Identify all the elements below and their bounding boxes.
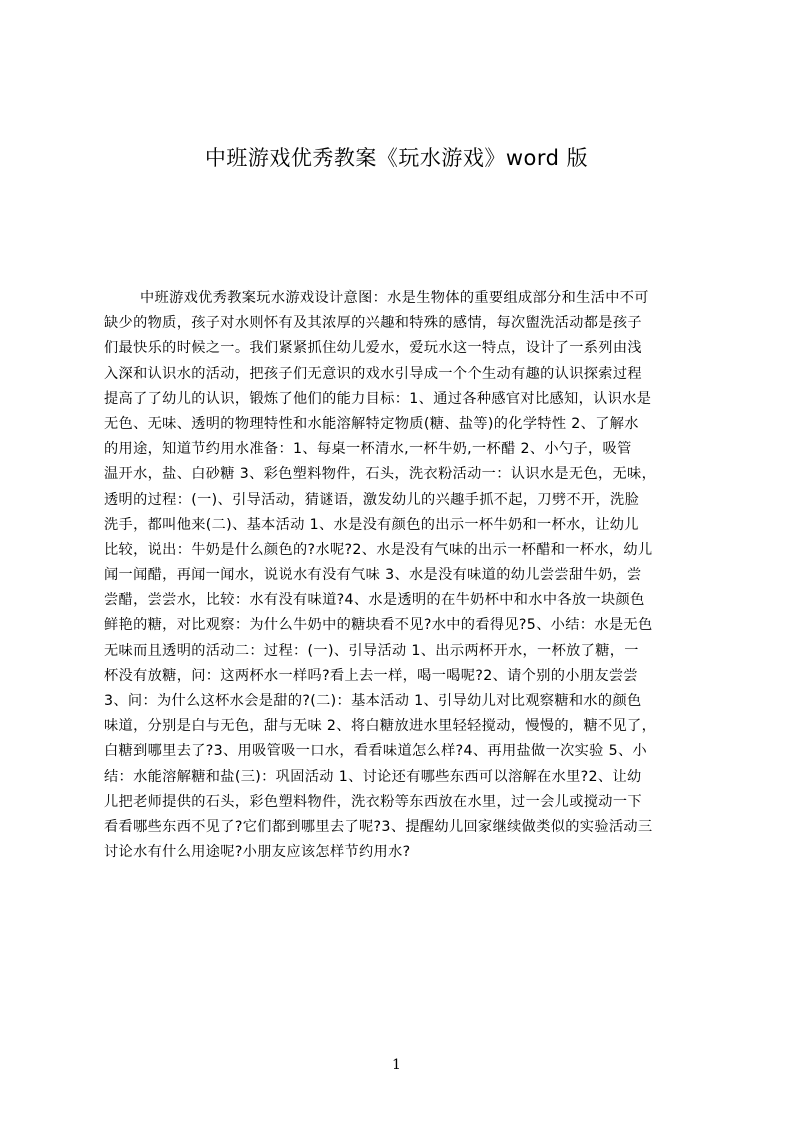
body-line: 讨论水有什么用途呢?小朋友应该怎样节约用水? [104,844,411,861]
body-line: 洗手，都叫他来(二)、基本活动 1、水是没有颜色的出示一杯牛奶和一杯水，让幼儿 [104,516,639,533]
body-line: 闻一闻醋，再闻一闻水，说说水有没有气味 3、水是没有味道的幼儿尝尝甜牛奶，尝 [104,567,642,584]
body-line: 缺少的物质，孩子对水则怀有及其浓厚的兴趣和特殊的感情，每次盥洗活动都是孩子 [104,315,642,332]
body-line: 儿把老师提供的石头，彩色塑料物件，洗衣粉等东西放在水里，过一会儿或搅动一下 [104,793,642,810]
body-line: 比较，说出：牛奶是什么颜色的?水呢?2、水是没有气味的出示一杯醋和一杯水，幼儿 [104,541,653,558]
body-line: 3、问：为什么这杯水会是甜的?(二)：基本活动 1、引导幼儿对比观察糖和水的颜色 [104,693,642,709]
body-line: 鲜艳的糖，对比观察：为什么牛奶中的糖块看不见?水中的看得见?5、小结：水是无色 [104,617,653,634]
body-line: 味道，分别是白与无色，甜与无味 2、将白糖放进水里轻轻搅动，慢慢的，糖不见了， [104,718,657,735]
body-line: 看看哪些东西不见了?它们都到哪里去了呢?3、提醒幼儿回家继续做类似的实验活动三 [104,818,653,835]
body-line: 杯没有放糖，问：这两杯水一样吗?看上去一样，喝一喝呢?2、请个别的小朋友尝尝 [104,667,638,684]
document-title: 中班游戏优秀教案《玩水游戏》word 版 [204,146,589,170]
body-line: 无味而且透明的活动二：过程：(一)、引导活动 1、出示两杯开水，一杯放了糖，一 [104,642,639,659]
body-line: 们最快乐的时候之一。我们紧紧抓住幼儿爱水，爱玩水这一特点，设计了一系列由浅 [104,340,642,357]
body-line: 提高了了幼儿的认识，锻炼了他们的能力目标：1、通过各种感官对比感知，认识水是 [104,390,652,407]
document-body [104,286,698,865]
body-line: 温开水，盐、白砂糖 3、彩色塑料物件，石头，洗衣粉活动一：认识水是无色，无味， [104,466,657,483]
body-line: 入深和认识水的活动，把孩子们无意识的戏水引导成一个个生动有趣的认识探索过程 [104,365,642,382]
body-line: 透明的过程：(一)、引导活动，猜谜语，激发幼儿的兴趣手抓不起，刀劈不开，洗脸 [104,491,640,508]
body-line: 结：水能溶解糖和盐(三)：巩固活动 1、讨论还有哪些东西可以溶解在水里?2、让幼 [104,768,642,785]
body-line: 的用途，知道节约用水准备：1、每桌一杯清水,一杯牛奶,一杯醋 2、小勺子，吸管 [104,441,632,458]
body-line: 尝醋，尝尝水，比较：水有没有味道?4、水是透明的在牛奶杯中和水中各放一块颜色 [104,592,645,609]
body-line: 白糖到哪里去了?3、用吸管吸一口水，看看味道怎么样?4、再用盐做一次实验 5、小 [104,743,648,760]
page-number: 1 [392,1057,401,1073]
body-line: 中班游戏优秀教案玩水游戏设计意图：水是生物体的重要组成部分和生活中不可 [140,290,649,306]
body-line: 无色、无味、透明的物理特性和水能溶解特定物质(糖、盐等)的化学特性 2、了解水 [104,415,639,432]
